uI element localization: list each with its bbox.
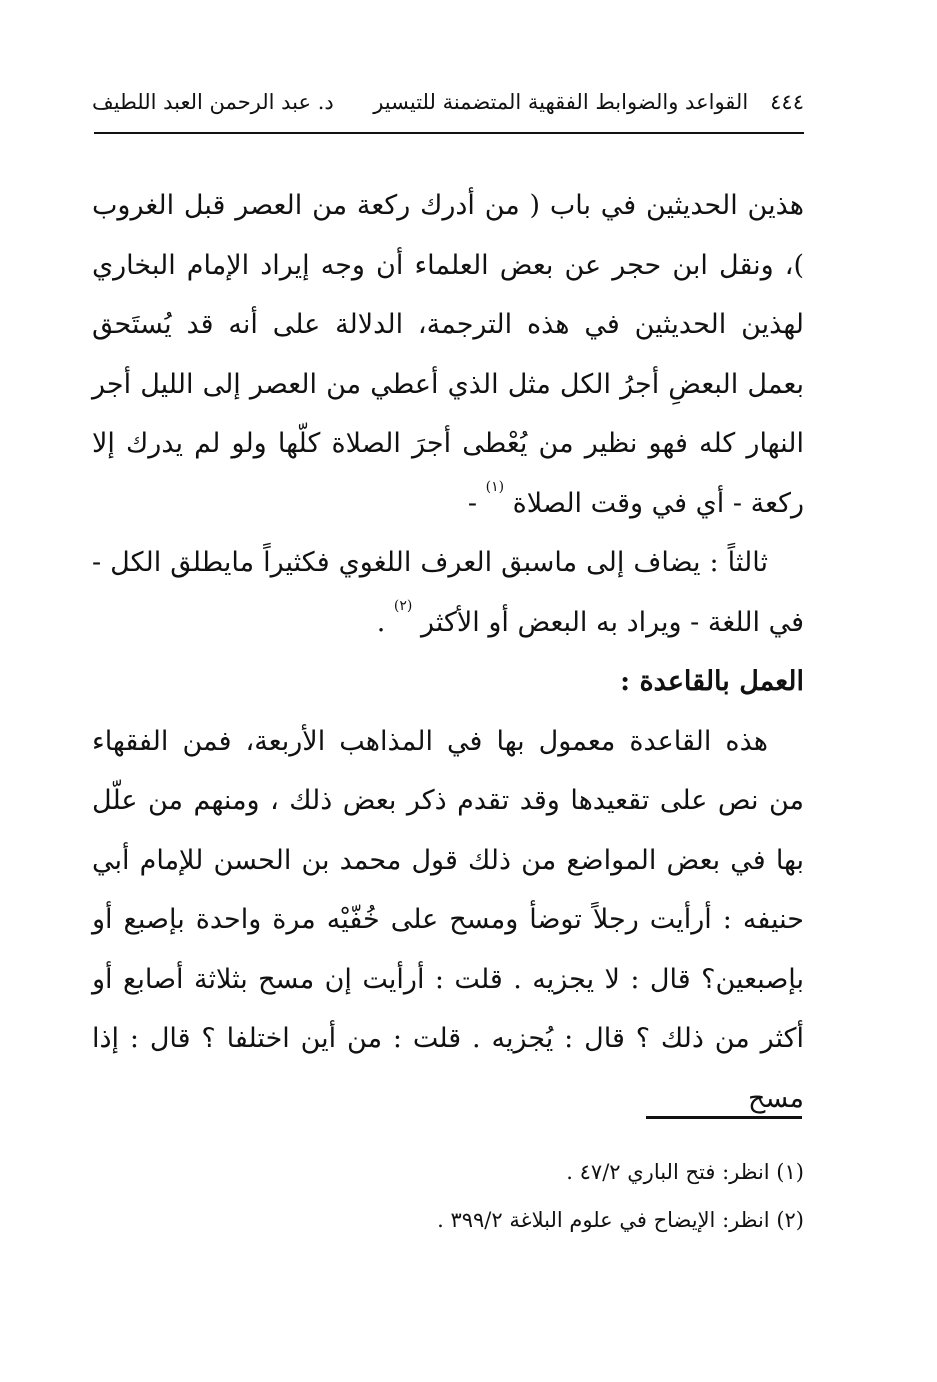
footnote-divider <box>646 1116 802 1119</box>
running-header <box>92 82 804 122</box>
main-text <box>92 176 804 1128</box>
paragraph-2-text: ثالثاً : يضاف إلى ماسبق العرف اللغوي فكثيراً مايطلق الكل - في اللغة - ويراد به البعض أو الأكثر <box>92 547 804 638</box>
author-name: د. عبد الرحمن العبد اللطيف <box>92 90 334 114</box>
paragraph-2-tail: . <box>376 606 394 638</box>
footnote-2: (٢) انظر: الإيضاح في علوم البلاغة ٣٩٩/٢ . <box>437 1208 804 1232</box>
paragraph-1-text: هذين الحديثين في باب ( من أدرك ركعة من العصر قبل الغروب )، ونقل ابن حجر عن بعض العلماء أن وجه إيراد الإمام البخاري لهذين الحديثين في هذه الترجمة، الدلالة على أنه قد يُستَحق بعمل البعضِ أجرُ الكل مثل الذي أعطي من العصر إلى الليل أجر النهار كله فهو نظير من يُعْطى أجرَ الصلاة كلّها ولو لم يدرك إلا ركعة - أي في وقت الصلاة <box>92 190 804 519</box>
footnote-1: (١) انظر: فتح الباري ٤٧/٢ . <box>566 1160 804 1184</box>
header-divider <box>94 132 804 134</box>
paragraph-3 <box>92 712 804 1129</box>
page-number: ٤٤٤ <box>770 90 804 114</box>
paragraph-2 <box>92 533 804 652</box>
paragraph-1 <box>92 176 804 533</box>
paragraph-3-text: هذه القاعدة معمول بها في المذاهب الأربعة، فمن الفقهاء من نص على تقعيدها وقد تقدم ذكر بعض ذلك ، ومنهم من علّل بها في بعض المواضع من ذلك قول محمد بن الحسن للإمام أبي حنيفه : أرأيت رجلاً توضأ ومسح على خُفّيْه مرة واحدة بإصبع أو بإصبعين؟ قال : لا يجزيه . قلت : أرأيت إن مسح بثلاثة أصابع أو أكثر من ذلك ؟ قال : يُجزيه . قلت : من أين اختلفا ؟ قال : إذا مسح <box>92 725 804 1114</box>
section-heading: العمل بالقاعدة : <box>620 666 804 697</box>
footnote-ref-1: (١) <box>485 478 505 495</box>
paragraph-1-tail: - <box>467 487 486 519</box>
footnote-ref-2: (٢) <box>393 597 413 614</box>
footnotes <box>92 1148 804 1244</box>
book-title: القواعد والضوابط الفقهية المتضمنة للتيسير <box>373 90 749 114</box>
